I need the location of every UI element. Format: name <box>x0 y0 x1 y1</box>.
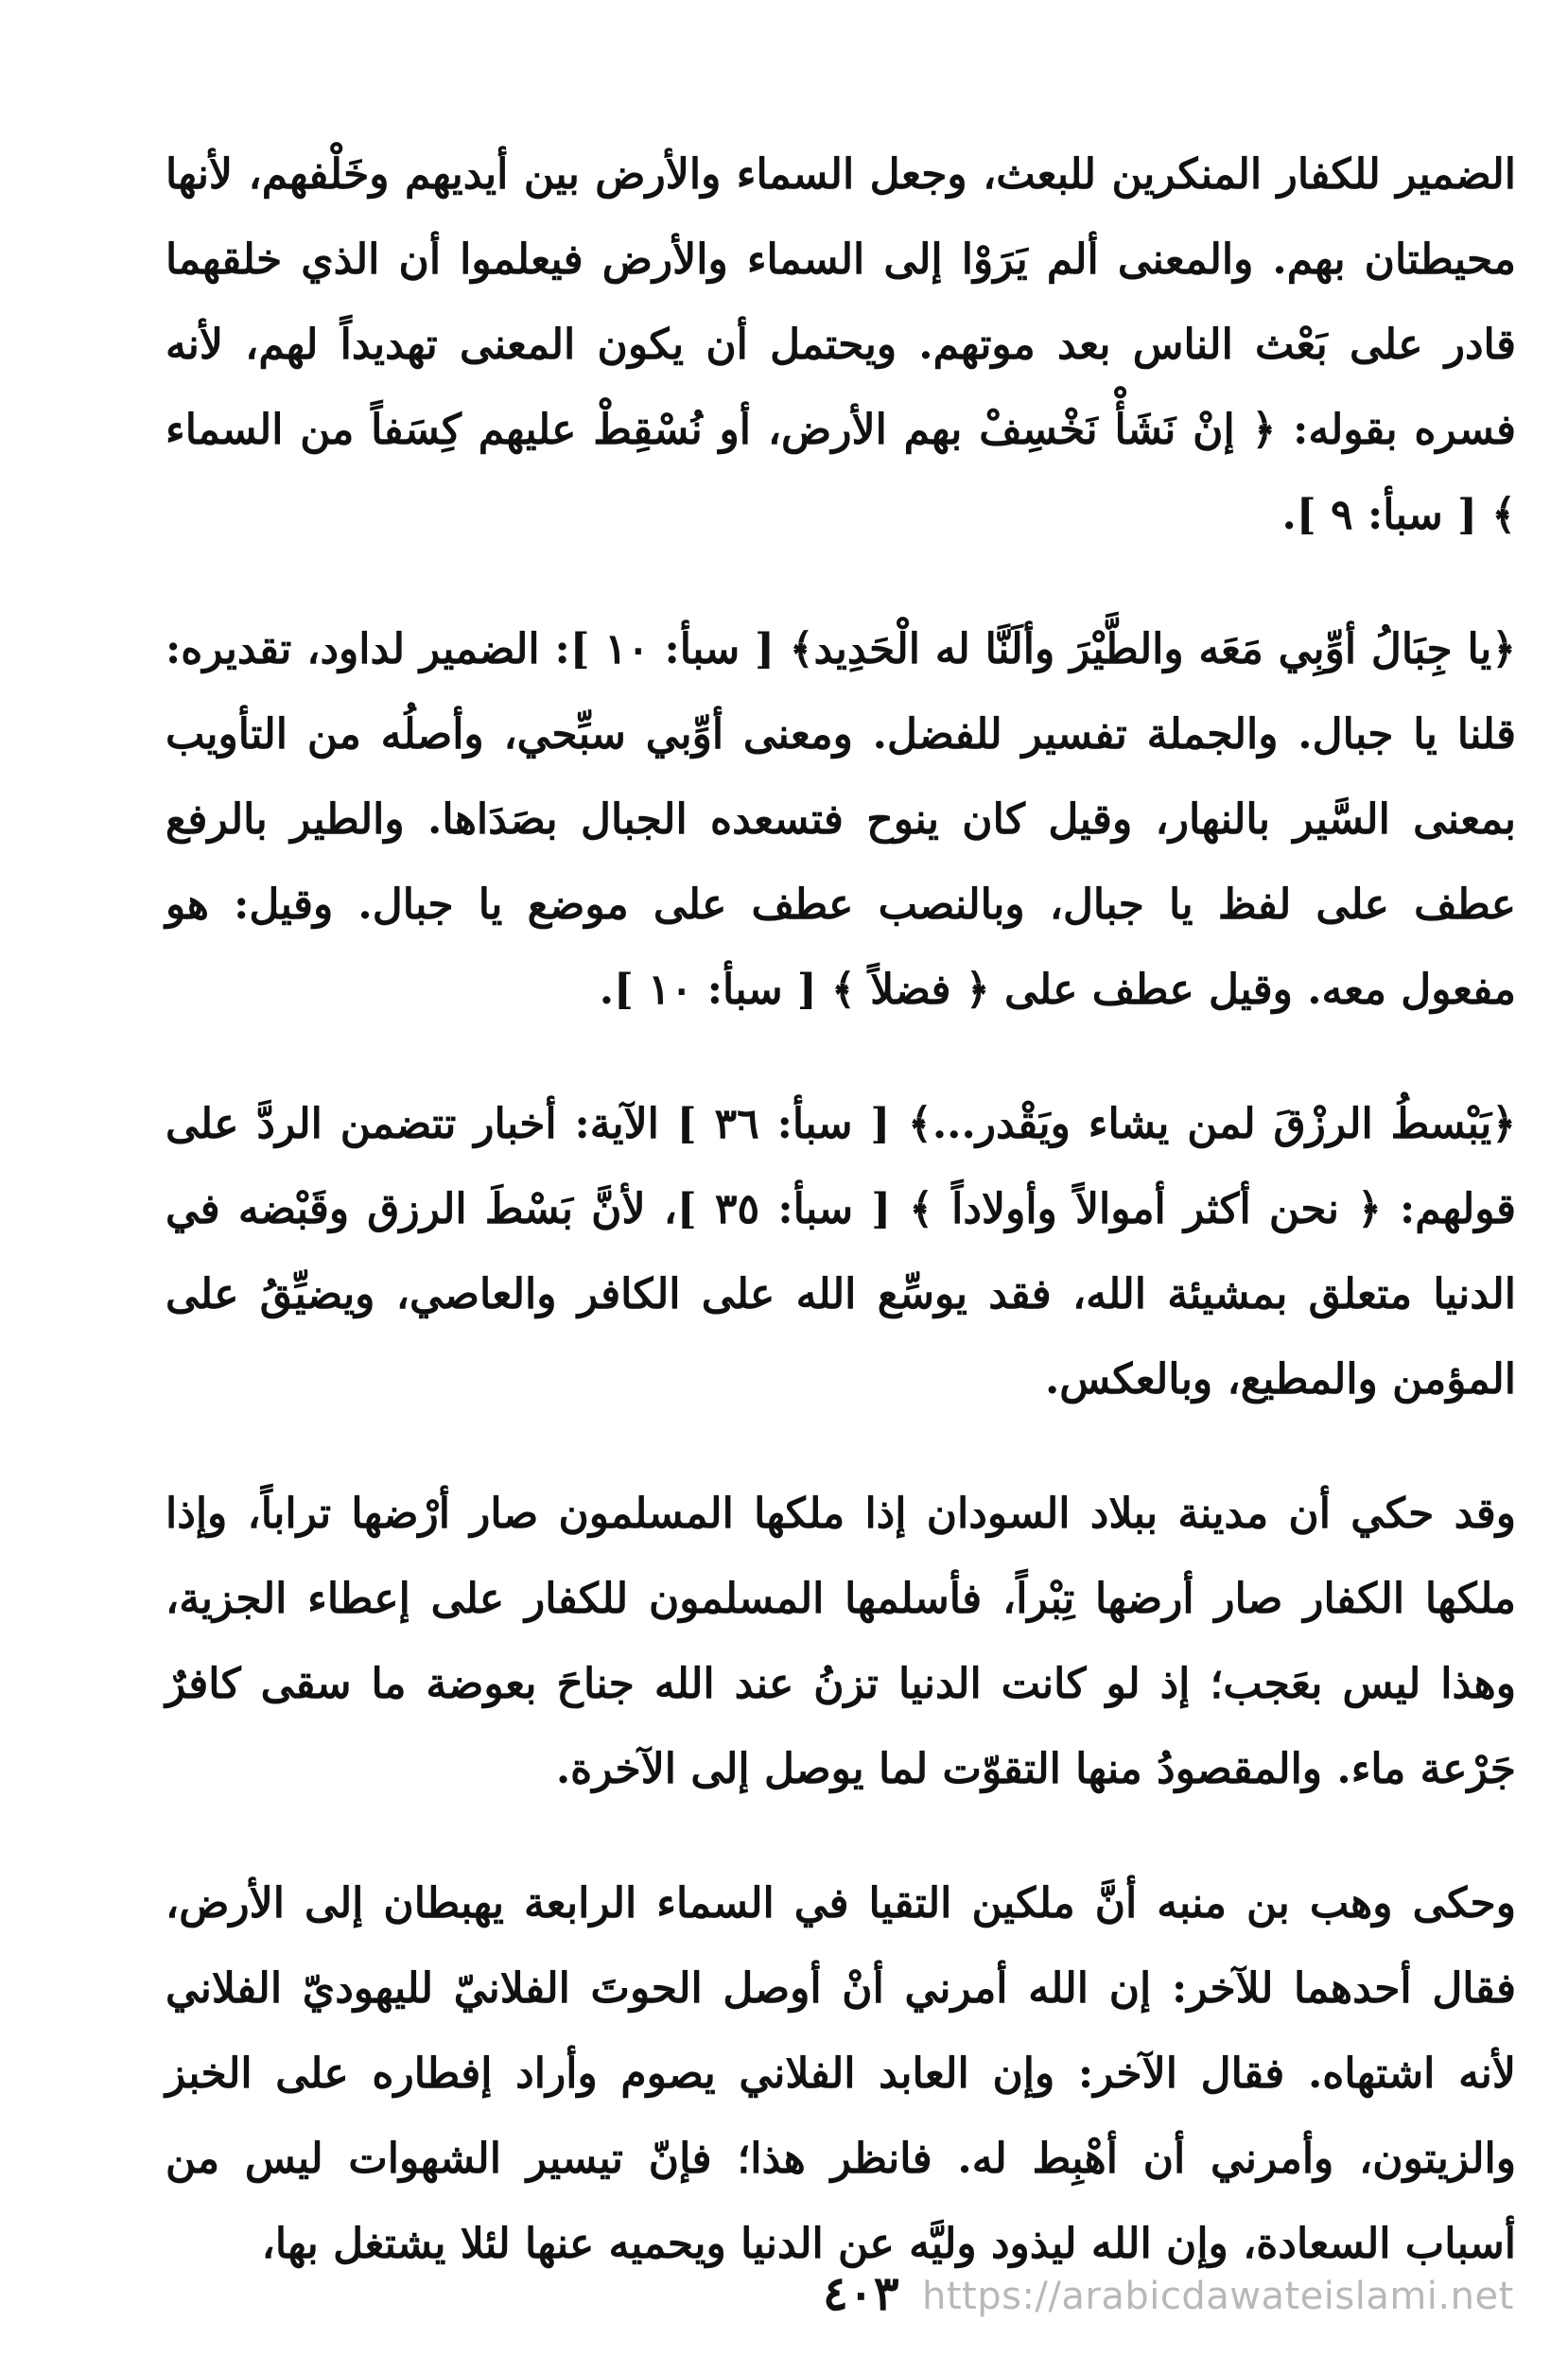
paragraph-spacer <box>166 1422 1516 1472</box>
paragraph-spacer <box>166 1812 1516 1861</box>
paragraph-1: الضمير للكفار المنكرين للبعث، وجعل السماء والأرض بين أيديهم وخَلْفهم، لأنها محيطتان بهم. والمعنى ألم يَرَوْا إلى السماء والأرض فيعلموا أن الذي خلقهما قادر على بَعْث الناس بعد موتهم. ويحتمل أن يكون المعنى تهديداً لهم، لأنه فسره بقوله: ﴿ إنْ نَشَأْ نَخْسِفْ بهم الأرض، أو نُسْقِطْ عليهم كِسَفاً من السماء ﴾ [ سبأ: ٩ ]. <box>166 150 1516 539</box>
paragraph-spacer <box>166 558 1516 607</box>
paragraph-3: ﴿يَبْسطُ الرزْقَ لمن يشاء ويَقْدر...﴾ [ سبأ: ٣٦ ] الآية: أخبار تتضمن الردَّ على قولهم: ﴿ نحن أكثر أموالاً وأولاداً ﴾ [ سبأ: ٣٥ ]، لأنَّ بَسْطَ الرزق وقَبْضه في الدنيا متعلق بمشيئة الله، فقد يوسِّع الله على الكافر والعاصي، ويضيِّقُ على المؤمن والمطيع، وبالعكس. <box>166 1100 1517 1404</box>
paragraph-4: وقد حكي أن مدينة ببلاد السودان إذا ملكها المسلمون صار أرْضها تراباً، وإذا ملكها الكفار صار أرضها تِبْراً، فأسلمها المسلمون للكفار على إعطاء الجزية، وهذا ليس بعَجب؛ إذ لو كانت الدنيا تزنُ عند الله جناحَ بعوضة ما سقى كافرٌ جَرْعة ماء. والمقصودُ منها التقوّت لما يوصل إلى الآخرة. <box>166 1490 1516 1793</box>
watermark-url: https://arabicdawateislami.net <box>922 2275 1514 2318</box>
paragraph-spacer <box>166 1033 1516 1082</box>
page-body <box>166 132 1516 2287</box>
page-footer <box>0 2265 1568 2341</box>
page-number: ٤٠٣ <box>823 2265 899 2321</box>
paragraph-2: ﴿يا جِبَالُ أوِّبِي مَعَه والطَّيْرَ وألَنَّا له الْحَدِيد﴾ [ سبأ: ١٠ ]: الضمير لداود، تقديره: قلنا يا جبال. والجملة تفسير للفضل. ومعنى أوِّبي سبِّحي، وأصلُه من التأويب بمعنى السَّير بالنهار، وقيل كان ينوح فتسعده الجبال بصَدَاها. والطير بالرفع عطف على لفظ يا جبال، وبالنصب عطف على موضع يا جبال. وقيل: هو مفعول معه. وقيل عطف على ﴿ فضلاً ﴾ [ سبأ: ١٠ ]. <box>166 625 1516 1014</box>
paragraph-5: وحكى وهب بن منبه أنَّ ملكين التقيا في السماء الرابعة يهبطان إلى الأرض، فقال أحدهما للآخر: إن الله أمرني أنْ أوصل الحوتَ الفلانيّ لليهوديّ الفلاني لأنه اشتهاه. فقال الآخر: وإن العابد الفلاني يصوم وأراد إفطاره على الخبز والزيتون، وأمرني أن أهْبِط له. فانظر هذا؛ فإنّ تيسير الشهوات ليس من أسباب السعادة، وإن الله ليذود وليَّه عن الدنيا ويحميه عنها لئلا يشتغل بها، <box>166 1879 1516 2268</box>
